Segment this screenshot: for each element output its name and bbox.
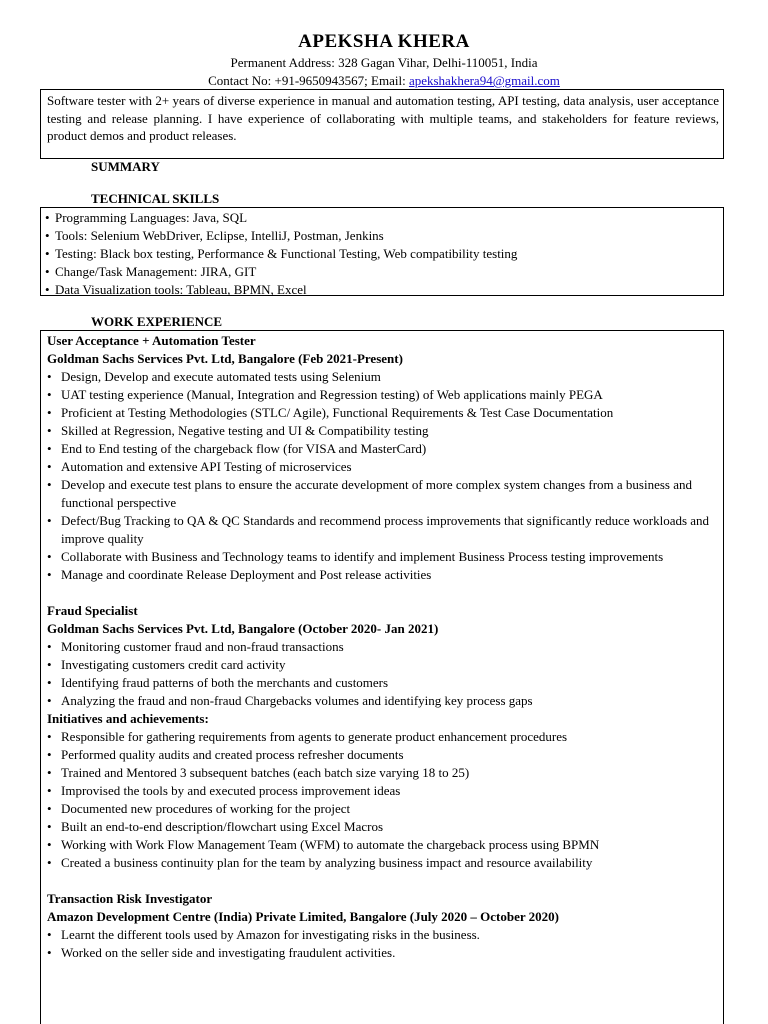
list-item-text: Defect/Bug Tracking to QA & QC Standards and recommend process improvements that significantly reduce workloads and improve quality (61, 513, 710, 546)
bullet-icon: • (45, 246, 50, 261)
job-3 (47, 890, 719, 962)
job-company: Goldman Sachs Services Pvt. Ltd, Bangalore (Feb 2021-Present) (47, 351, 403, 366)
job-bullets (47, 926, 719, 962)
list-item-text: Design, Develop and execute automated tests using Selenium (61, 369, 381, 384)
list-item-text: Learnt the different tools used by Amazon for investigating risks in the business. (61, 927, 480, 942)
list-item-text: Analyzing the fraud and non-fraud Chargebacks volumes and identifying key process gaps (61, 693, 533, 708)
bullet-icon: • (47, 927, 52, 942)
list-item (47, 458, 719, 476)
skills-heading: TECHNICAL SKILLS (91, 191, 220, 206)
bullet-icon: • (47, 423, 52, 438)
job-title: Fraud Specialist (47, 603, 138, 618)
list-item (47, 692, 719, 710)
email-link[interactable]: apekshakhera94@gmail.com (408, 73, 560, 88)
bullet-icon: • (47, 369, 52, 384)
list-item (47, 422, 719, 440)
job-company: Goldman Sachs Services Pvt. Ltd, Bangalore (October 2020- Jan 2021) (47, 621, 439, 636)
list-item (47, 782, 719, 800)
job-company: Amazon Development Centre (India) Private Limited, Bangalore (July 2020 – October 2020) (47, 909, 559, 924)
list-item-text: Collaborate with Business and Technology teams to identify and implement Business Process testing improvements (61, 549, 664, 564)
bullet-icon: • (47, 747, 52, 762)
list-item (47, 818, 719, 836)
job-2 (47, 602, 719, 872)
bullet-icon: • (47, 459, 52, 474)
list-item-text: Develop and execute test plans to ensure the accurate development of more complex system changes from a business and functional perspective (61, 477, 693, 510)
list-item (47, 944, 719, 962)
initiatives-heading: Initiatives and achievements: (47, 711, 209, 726)
list-item-text: Investigating customers credit card activity (61, 657, 286, 672)
list-item-text: Built an end-to-end description/flowchart using Excel Macros (61, 819, 384, 834)
bullet-icon: • (47, 819, 52, 834)
profile-box (40, 89, 724, 159)
list-item (47, 926, 719, 944)
list-item (47, 854, 719, 872)
list-item (47, 674, 719, 692)
list-item-text: Working with Work Flow Management Team (WFM) to automate the chargeback process using BPMN (61, 837, 600, 852)
bullet-icon: • (47, 639, 52, 654)
bullet-icon: • (47, 801, 52, 816)
bullet-icon: • (47, 783, 52, 798)
work-heading: WORK EXPERIENCE (91, 314, 223, 329)
spacer (47, 584, 719, 602)
bullet-icon: • (47, 693, 52, 708)
list-item-text: Tools: Selenium WebDriver, Eclipse, IntelliJ, Postman, Jenkins (55, 228, 384, 243)
list-item-text: Monitoring customer fraud and non-fraud transactions (61, 639, 344, 654)
profile-text: Software tester with 2+ years of diverse experience in manual and automation testing, API testing, data analysis, user acceptance testing and release planning. I have experience of collaborating with multiple teams, and stakeholders for feature reviews, product demos and product releases. (47, 93, 719, 143)
bullet-icon: • (47, 675, 52, 690)
list-item-text: Manage and coordinate Release Deployment and Post release activities (61, 567, 432, 582)
bullet-icon: • (45, 228, 50, 243)
list-item (47, 728, 719, 746)
list-item (47, 764, 719, 782)
bullet-icon: • (45, 282, 50, 297)
list-item (47, 476, 719, 512)
spacer (47, 872, 719, 890)
list-item-text: Improvised the tools by and executed process improvement ideas (61, 783, 401, 798)
job-bullets (47, 638, 719, 710)
bullet-icon: • (47, 765, 52, 780)
list-item (47, 638, 719, 656)
list-item (47, 404, 719, 422)
list-item (47, 548, 719, 566)
list-item-text: Testing: Black box testing, Performance & Functional Testing, Web compatibility testing (55, 246, 518, 261)
list-item-text: Skilled at Regression, Negative testing and UI & Compatibility testing (61, 423, 429, 438)
list-item (47, 512, 719, 548)
bullet-icon: • (47, 567, 52, 582)
list-item-text: Trained and Mentored 3 subsequent batches (each batch size varying 18 to 25) (61, 765, 470, 780)
bullet-icon: • (47, 837, 52, 852)
bullet-icon: • (47, 387, 52, 402)
list-item-text: Data Visualization tools: Tableau, BPMN, Excel (55, 282, 307, 297)
bullet-icon: • (47, 477, 52, 492)
bullet-icon: • (47, 945, 52, 960)
bullet-icon: • (45, 264, 50, 279)
list-item (47, 368, 719, 386)
list-item-text: Worked on the seller side and investigating fraudulent activities. (61, 945, 396, 960)
list-item-text: Responsible for gathering requirements from agents to generate product enhancement procedures (61, 729, 568, 744)
list-item-text: End to End testing of the chargeback flow (for VISA and MasterCard) (61, 441, 427, 456)
list-item (47, 656, 719, 674)
candidate-name: APEKSHA KHERA (298, 31, 470, 52)
list-item-text: UAT testing experience (Manual, Integration and Regression testing) of Web applications mainly PEGA (61, 387, 603, 402)
list-item (47, 566, 719, 584)
bullet-icon: • (47, 549, 52, 564)
list-item-text: Proficient at Testing Methodologies (STLC/ Agile), Functional Requirements & Test Case Documentation (61, 405, 614, 420)
bullet-icon: • (47, 855, 52, 870)
list-item-text: Performed quality audits and created process refresher documents (61, 747, 404, 762)
skills-list (45, 209, 719, 299)
bullet-icon: • (47, 405, 52, 420)
contact-number: Contact No: +91-9650943567; Email: (208, 73, 409, 88)
job-title: User Acceptance + Automation Tester (47, 333, 256, 348)
skills-box (40, 207, 724, 296)
list-item (45, 245, 719, 263)
list-item (47, 836, 719, 854)
list-item (45, 227, 719, 245)
list-item (47, 440, 719, 458)
bullet-icon: • (45, 210, 50, 225)
bullet-icon: • (47, 441, 52, 456)
job-1 (47, 332, 719, 584)
list-item (47, 386, 719, 404)
bullet-icon: • (47, 513, 52, 528)
list-item (47, 746, 719, 764)
initiatives-bullets (47, 728, 719, 872)
bullet-icon: • (47, 657, 52, 672)
contact-line (0, 72, 768, 89)
job-title: Transaction Risk Investigator (47, 891, 213, 906)
list-item-text: Programming Languages: Java, SQL (55, 210, 248, 225)
list-item-text: Identifying fraud patterns of both the merchants and customers (61, 675, 389, 690)
list-item-text: Documented new procedures of working for the project (61, 801, 351, 816)
permanent-address: Permanent Address: 328 Gagan Vihar, Delhi-110051, India (230, 55, 538, 70)
list-item-text: Created a business continuity plan for the team by analyzing business impact and resource availability (61, 855, 593, 870)
list-item (47, 800, 719, 818)
list-item-text: Automation and extensive API Testing of microservices (61, 459, 352, 474)
list-item (45, 263, 719, 281)
list-item (45, 281, 719, 299)
bullet-icon: • (47, 729, 52, 744)
list-item (45, 209, 719, 227)
work-box (40, 330, 724, 1024)
job-bullets (47, 368, 719, 584)
list-item-text: Change/Task Management: JIRA, GIT (55, 264, 257, 279)
summary-heading: SUMMARY (91, 159, 160, 174)
